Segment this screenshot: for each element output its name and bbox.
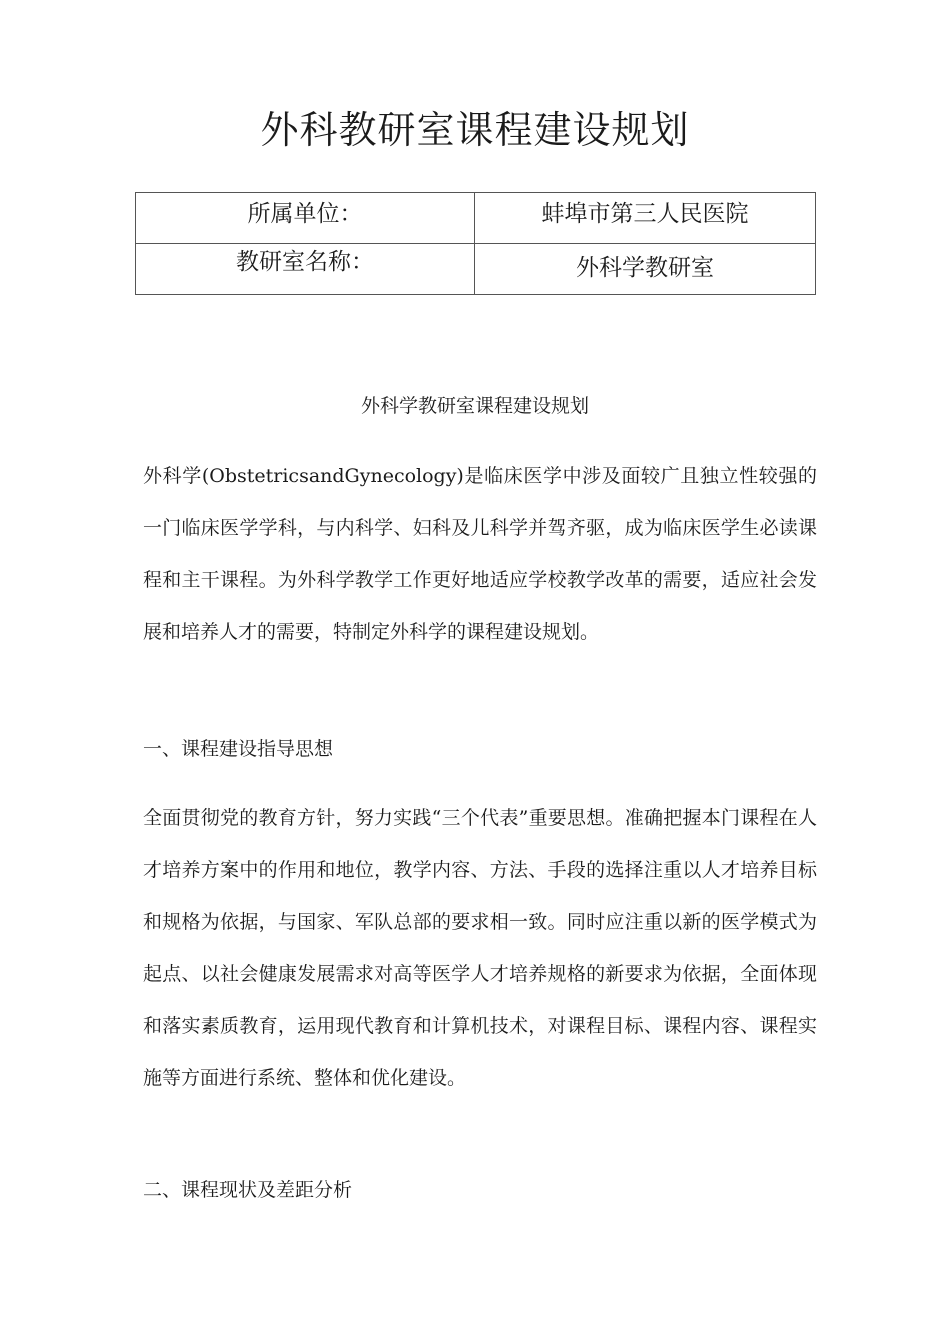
document-title: 外科教研室课程建设规划 bbox=[260, 108, 690, 152]
office-value-cell bbox=[475, 244, 816, 295]
heading-guiding-principles: 一、课程建设指导思想 bbox=[143, 738, 334, 760]
guiding-principles-paragraph: 全面贯彻党的教育方针，努力实践“三个代表”重要思想。准确把握本门课程在人才培养方案中的作用和地位，教学内容、方法、手段的选择注重以人才培养目标和规格为依据，与国家、军队总部的要求相一致。同时应注重以新的医学模式为起点、以社会健康发展需求对高等医学人才培养规格的新要求为依据，全面体现和落实素质教育，运用现代教育和计算机技术，对课程目标、课程内容、课程实施等方面进行系统、整体和优化建设。 bbox=[143, 807, 817, 1089]
unit-label: 所属单位： bbox=[247, 201, 363, 227]
table-row bbox=[136, 193, 816, 244]
unit-value-cell bbox=[475, 193, 816, 244]
intro-paragraph: 外科学(ObstetricsandGynecology)是临床医学中涉及面较广且独立性较强的一门临床医学学科，与内科学、妇科及儿科学并驾齐驱，成为临床医学生必读课程和主干课程。为外科学教学工作更好地适应学校教学改革的需要，适应社会发展和培养人才的需要，特制定外科学的课程建设规划。 bbox=[143, 465, 817, 643]
heading-status-analysis: 二、课程现状及差距分析 bbox=[143, 1179, 353, 1201]
office-value: 外科学教研室 bbox=[576, 255, 714, 281]
unit-label-cell bbox=[136, 193, 475, 244]
unit-value: 蚌埠市第三人民医院 bbox=[541, 201, 749, 227]
info-table bbox=[135, 192, 816, 295]
office-label-cell bbox=[136, 244, 475, 295]
section-title: 外科学教研室课程建设规划 bbox=[360, 395, 589, 417]
office-label: 教研室名称： bbox=[236, 249, 374, 275]
table-row bbox=[136, 244, 816, 295]
